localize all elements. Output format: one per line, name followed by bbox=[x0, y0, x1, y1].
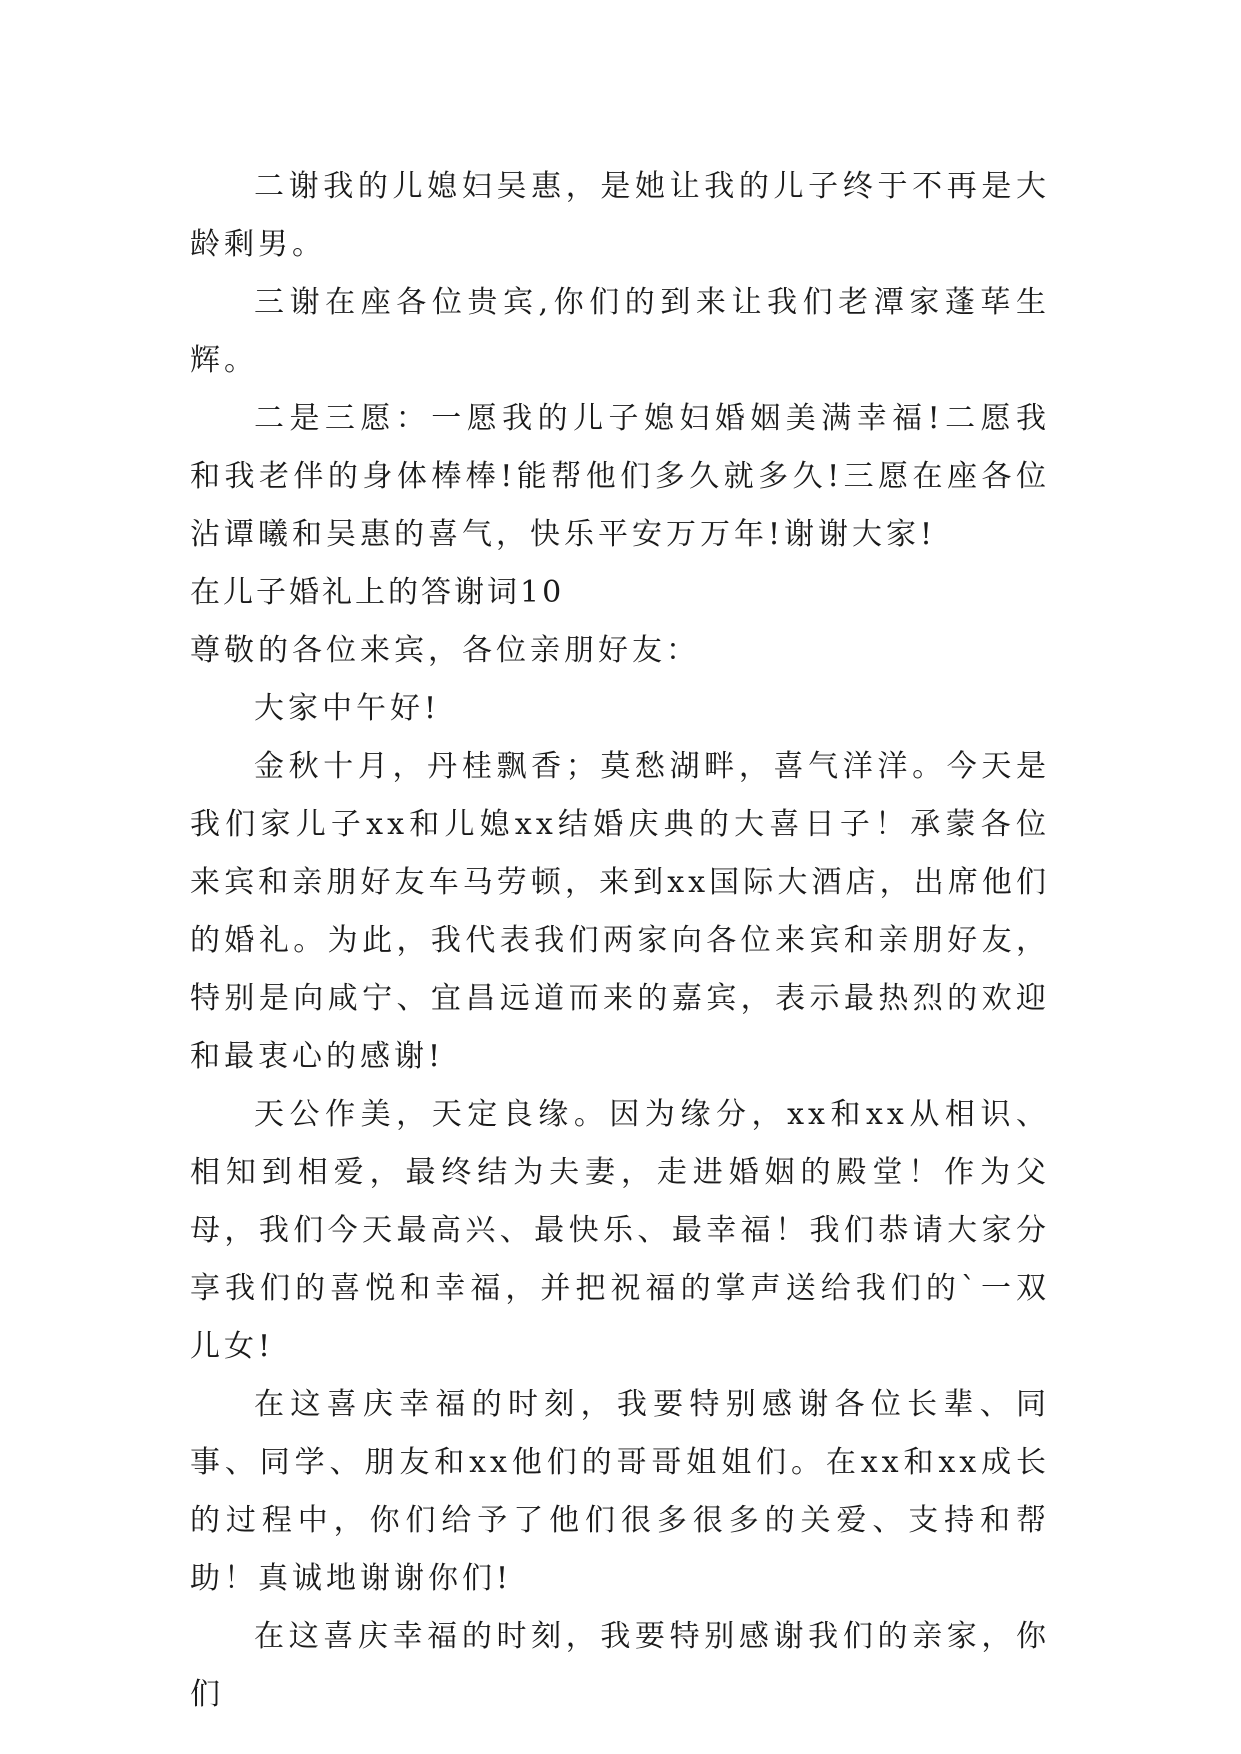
paragraph-thanks-guests: 三谢在座各位贵宾,你们的到来让我们老潭家蓬荜生辉。 bbox=[190, 285, 1050, 378]
paragraph-welcome: 金秋十月，丹桂飘香；莫愁湖畔，喜气洋洋。今天是我们家儿子xx和儿媳xx结婚庆典的大喜日子！承蒙各位来宾和亲朋好友车马劳顿，来到xx国际大酒店，出席他们的婚礼。为此，我代表我们两家向各位来宾和亲朋好友，特别是向咸宁、宜昌远道而来的嘉宾，表示最热烈的欢迎和最衷心的感谢! bbox=[190, 749, 1050, 1074]
paragraph-destiny: 天公作美，天定良缘。因为缘分，xx和xx从相识、相知到相爱，最终结为夫妻，走进婚姻的殿堂！作为父母，我们今天最高兴、最快乐、最幸福！我们恭请大家分享我们的喜悦和幸福，并把祝福的掌声送给我们的`一双儿女! bbox=[190, 1097, 1050, 1364]
paragraph-greeting: 大家中午好! bbox=[254, 691, 441, 726]
salutation: 尊敬的各位来宾，各位亲朋好友： bbox=[190, 633, 700, 668]
paragraph-thanks-daughter-in-law: 二谢我的儿媳妇吴惠，是她让我的儿子终于不再是大龄剩男。 bbox=[190, 169, 1050, 262]
document-body bbox=[190, 158, 1050, 1724]
paragraph-thanks-in-laws: 在这喜庆幸福的时刻，我要特别感谢我们的亲家，你们 bbox=[190, 1619, 1050, 1712]
paragraph-three-wishes: 二是三愿：一愿我的儿子媳妇婚姻美满幸福!二愿我和我老伴的身体棒棒!能帮他们多久就多久!三愿在座各位沾谭曦和吴惠的喜气，快乐平安万万年!谢谢大家! bbox=[190, 401, 1050, 552]
section-heading: 在儿子婚礼上的答谢词10 bbox=[190, 575, 565, 610]
paragraph-thanks-elders: 在这喜庆幸福的时刻，我要特别感谢各位长辈、同事、同学、朋友和xx他们的哥哥姐姐们。在xx和xx成长的过程中，你们给予了他们很多很多的关爱、支持和帮助！真诚地谢谢你们! bbox=[190, 1387, 1050, 1596]
